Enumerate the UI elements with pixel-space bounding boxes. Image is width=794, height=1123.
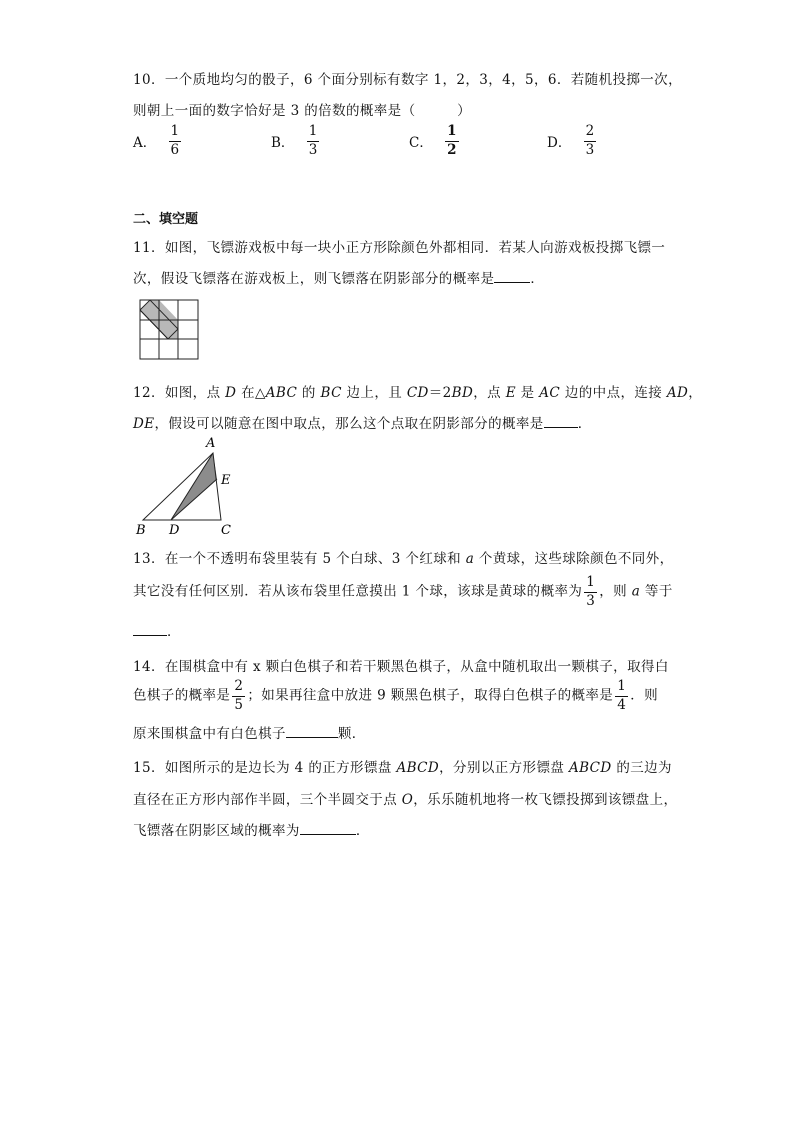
q15-text: 15．如图所示的是边长为 4 的正方形镖盘 — [133, 760, 397, 776]
label-b: B — [136, 523, 146, 538]
q10-line1: 10．一个质地均匀的骰子，6 个面分别标有数字 1，2，3，4，5，6．若随机投掷一次， — [133, 72, 682, 88]
q12-text: ，点 — [473, 385, 506, 401]
answer-blank[interactable] — [300, 820, 356, 835]
label-e: E — [221, 473, 231, 488]
q12-text: 是 — [515, 385, 540, 401]
choice-label: B． — [271, 135, 295, 151]
choice-fraction — [307, 125, 320, 157]
choice-label: A． — [133, 135, 157, 151]
var-a: a — [465, 551, 475, 567]
choice-label: C． — [409, 135, 433, 151]
q13-fraction — [584, 576, 597, 608]
q12-text: 的 — [297, 385, 321, 401]
var-de: DE — [133, 416, 155, 432]
frac-den: 4 — [617, 696, 627, 713]
q10-choice-d — [547, 125, 598, 157]
q14-line3 — [133, 722, 366, 742]
q11-period: ． — [530, 271, 545, 287]
q14-fraction-1 — [232, 680, 245, 712]
choice-fraction — [445, 125, 458, 157]
answer-blank[interactable] — [133, 621, 167, 636]
q15-line3 — [133, 819, 370, 839]
q15-text: 飞镖落在阴影区域的概率为 — [133, 823, 300, 839]
q15-text: 直径在正方形内部作半圆，三个半圆交于点 — [133, 792, 402, 808]
q12-text: 在△ — [236, 385, 266, 401]
var-o: O — [401, 792, 414, 808]
var-d: D — [225, 385, 237, 401]
q10-line2: 则朝上一面的数字恰好是 3 的倍数的概率是（ ） — [133, 103, 472, 119]
section-title: 二、填空题 — [133, 212, 199, 227]
q12-text: 边上，且 — [341, 385, 407, 401]
q12-line1 — [133, 381, 702, 401]
q10-choice-c — [409, 125, 461, 157]
q14-text: 色棋子的概率是 — [133, 687, 231, 704]
q10-choice-a — [133, 125, 183, 157]
q15-line1 — [133, 756, 672, 776]
q11-line2 — [133, 267, 544, 287]
q12-line2 — [133, 412, 592, 432]
q12-period: ． — [577, 416, 592, 432]
frac-den: 2 — [447, 141, 457, 158]
triangle-figure — [132, 434, 242, 538]
dartboard-grid-figure — [137, 299, 201, 361]
q12-text: ， — [688, 385, 703, 401]
frac-num: 1 — [617, 678, 627, 694]
var-a: a — [631, 583, 641, 600]
q15-text: 的三边为 — [611, 760, 672, 776]
var-abcd: ABCD — [568, 760, 612, 776]
q13-line2 — [133, 576, 673, 608]
q12-text: 12．如图，点 — [133, 385, 226, 401]
q14-line2 — [133, 680, 658, 712]
choice-label: D． — [547, 135, 572, 151]
frac-den: 5 — [234, 696, 244, 713]
frac-den: 3 — [586, 592, 596, 609]
q13-period: ． — [167, 624, 181, 640]
label-d: D — [169, 523, 180, 538]
var-ac: AC — [539, 385, 561, 401]
q15-period: ． — [355, 823, 370, 839]
q11-line1: 11．如图，飞镖游戏板中每一块小正方形除颜色外都相同．若某人向游戏板投掷飞镖一 — [133, 240, 666, 256]
q15-text: ，分别以正方形镖盘 — [439, 760, 569, 776]
var-e: E — [505, 385, 516, 401]
q13-text: ，则 — [599, 583, 632, 600]
q14-text: 颗． — [337, 726, 366, 742]
q13-line3 — [133, 620, 181, 640]
frac-num: 2 — [234, 678, 244, 694]
answer-blank[interactable] — [494, 268, 530, 283]
q14-line1: 14．在围棋盒中有 x 颗白色棋子和若干颗黑色棋子，从盒中随机取出一颗棋子，取得白 — [133, 659, 669, 675]
q14-text: ；如果再往盒中放进 9 颗黑色棋子，取得白色棋子的概率是 — [247, 687, 614, 704]
var-bd: BD — [451, 385, 474, 401]
q12-text: ＝2 — [428, 385, 452, 401]
frac-num: 1 — [308, 123, 318, 139]
frac-num: 1 — [586, 574, 596, 590]
q15-line2 — [133, 788, 677, 808]
q12-text: ，假设可以随意在图中取点，那么这个点取在阴影部分的概率是 — [154, 416, 544, 432]
q13-line1 — [133, 547, 673, 567]
var-ad: AD — [666, 385, 689, 401]
answer-blank[interactable] — [544, 413, 578, 428]
q15-text: ，乐乐随机地将一枚飞镖投掷到该镖盘上， — [413, 792, 678, 808]
q12-text: 边的中点，连接 — [560, 385, 667, 401]
frac-den: 6 — [170, 141, 180, 158]
q13-text: 13．在一个不透明布袋里装有 5 个白球、3 个红球和 — [133, 551, 466, 567]
choice-fraction — [584, 125, 597, 157]
q13-text: 等于 — [640, 583, 673, 600]
frac-num: 1 — [170, 123, 180, 139]
q14-text: ．则 — [630, 687, 658, 704]
choice-fraction — [169, 125, 182, 157]
q13-text: 其它没有任何区别．若从该布袋里任意摸出 1 个球，该球是黄球的概率为 — [133, 583, 583, 600]
q10-choice-b — [271, 125, 321, 157]
var-abc: ABC — [265, 385, 298, 401]
var-abcd: ABCD — [396, 760, 440, 776]
frac-num: 2 — [585, 123, 595, 139]
q11-text: 次，假设飞镖落在游戏板上，则飞镖落在阴影部分的概率是 — [133, 271, 495, 287]
frac-num: 1 — [447, 123, 457, 139]
q14-text: 原来围棋盒中有白色棋子 — [133, 726, 286, 742]
var-cd: CD — [406, 385, 429, 401]
q13-text: 个黄球，这些球除颜色不同外， — [474, 551, 674, 567]
frac-den: 3 — [585, 141, 595, 158]
q14-fraction-2 — [615, 680, 628, 712]
label-c: C — [221, 523, 231, 538]
frac-den: 3 — [308, 141, 318, 158]
answer-blank[interactable] — [286, 723, 338, 738]
var-bc: BC — [320, 385, 342, 401]
label-a: A — [206, 436, 216, 451]
